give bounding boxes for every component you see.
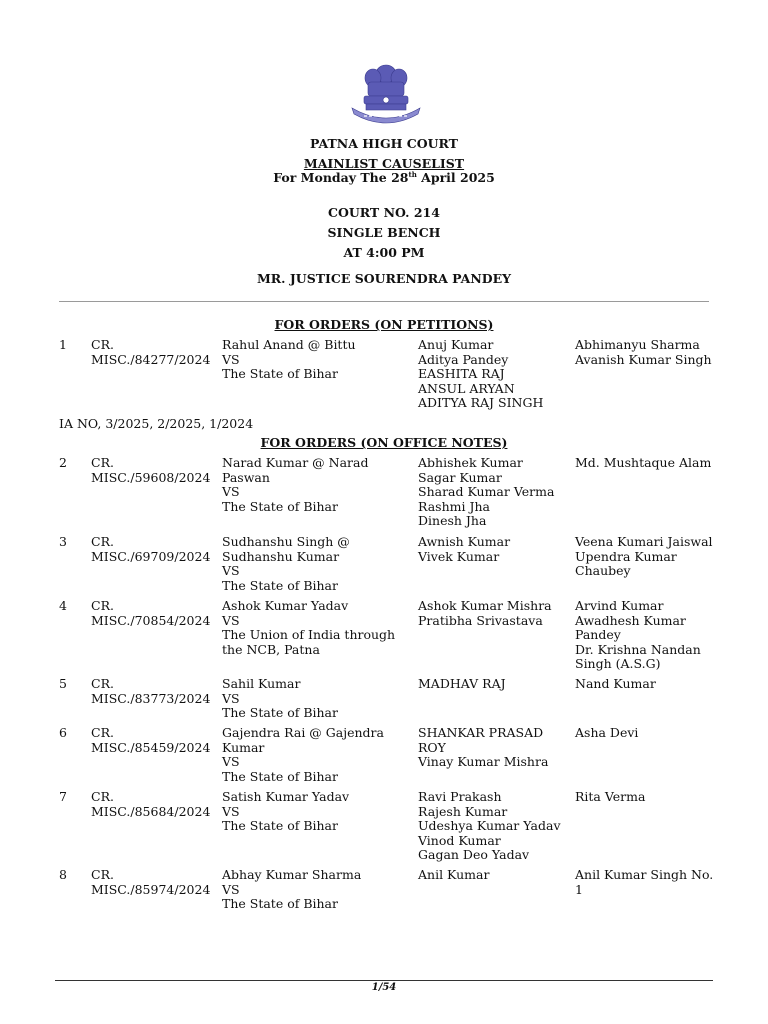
parties-line: Ashok Kumar Yadav bbox=[222, 598, 349, 613]
parties-line: VS bbox=[222, 754, 240, 770]
parties bbox=[222, 726, 402, 784]
serial-number: 4 bbox=[59, 598, 67, 613]
petitioner-advocates bbox=[418, 535, 568, 564]
sitting-time: AT 4:00 PM bbox=[343, 245, 425, 260]
petitioner-advocates-line: Anuj Kumar bbox=[418, 337, 494, 352]
parties bbox=[222, 868, 402, 912]
petitioner-advocates-line: ANSUL ARYAN bbox=[418, 380, 515, 396]
respondent-advocates-line: Nand Kumar bbox=[575, 676, 656, 691]
hearing-date: For Monday The 28th April 2025 bbox=[273, 170, 495, 186]
respondent-advocates bbox=[575, 535, 715, 579]
state-emblem-icon bbox=[346, 60, 426, 128]
case-number bbox=[91, 338, 216, 367]
case-number-line: CR. bbox=[91, 725, 114, 740]
parties-line: Abhay Kumar Sharma bbox=[222, 867, 362, 882]
petitioner-advocates-line: Ashok Kumar Mishra bbox=[418, 598, 552, 613]
parties bbox=[222, 599, 402, 657]
serial-number: 5 bbox=[59, 676, 67, 691]
respondent-advocates-line: Singh (A.S.G) bbox=[575, 656, 661, 672]
petitioner-advocates bbox=[418, 868, 568, 883]
parties-line: Gajendra Rai @ Gajendra bbox=[222, 725, 384, 740]
section-heading: FOR ORDERS (ON OFFICE NOTES) bbox=[260, 435, 508, 450]
serial-number: 3 bbox=[59, 534, 67, 549]
parties-line: Satish Kumar Yadav bbox=[222, 789, 350, 804]
serial-number: 7 bbox=[59, 789, 67, 804]
petitioner-advocates-line: Gagan Deo Yadav bbox=[418, 847, 530, 863]
court-number: COURT NO. 214 bbox=[328, 205, 440, 220]
respondent-advocates-line: Anil Kumar Singh No. bbox=[575, 867, 714, 882]
respondent-advocates-line: Awadhesh Kumar bbox=[575, 612, 686, 628]
case-number-line: CR. bbox=[91, 455, 114, 470]
petitioner-advocates-line: Awnish Kumar bbox=[418, 534, 511, 549]
parties-line: The State of Bihar bbox=[222, 818, 338, 834]
parties-line: Narad Kumar @ Narad bbox=[222, 455, 369, 470]
bench-type: SINGLE BENCH bbox=[327, 225, 441, 240]
petitioner-advocates-line: MADHAV RAJ bbox=[418, 676, 506, 691]
respondent-advocates-line: Md. Mushtaque Alam bbox=[575, 455, 712, 470]
case-number bbox=[91, 456, 216, 485]
parties-line: VS bbox=[222, 612, 240, 628]
case-number-line: CR. bbox=[91, 789, 114, 804]
case-number bbox=[91, 599, 216, 628]
petitioner-advocates-line: Rashmi Jha bbox=[418, 498, 490, 514]
parties-line: The State of Bihar bbox=[222, 366, 338, 382]
petitioner-advocates bbox=[418, 790, 568, 863]
respondent-advocates bbox=[575, 790, 715, 805]
petitioner-advocates-line: ADITYA RAJ SINGH bbox=[418, 395, 544, 411]
respondent-advocates-line: 1 bbox=[575, 881, 583, 897]
petitioner-advocates bbox=[418, 677, 568, 692]
respondent-advocates-line: Asha Devi bbox=[575, 725, 639, 740]
respondent-advocates-line: Chaubey bbox=[575, 563, 631, 579]
petitioner-advocates-line: Vivek Kumar bbox=[418, 548, 500, 564]
petitioner-advocates-line: Vinay Kumar Mishra bbox=[418, 754, 549, 770]
parties-line: Paswan bbox=[222, 469, 270, 485]
respondent-advocates-line: Upendra Kumar bbox=[575, 548, 677, 564]
case-number bbox=[91, 726, 216, 755]
petitioner-advocates-line: Udeshya Kumar Yadav bbox=[418, 818, 561, 834]
parties-line: Rahul Anand @ Bittu bbox=[222, 337, 356, 352]
case-number-line: CR. bbox=[91, 676, 114, 691]
respondent-advocates-line: Avanish Kumar Singh bbox=[575, 351, 712, 367]
petitioner-advocates bbox=[418, 726, 568, 770]
case-number-line: MISC./85974/2024 bbox=[91, 881, 211, 897]
parties bbox=[222, 790, 402, 834]
petitioner-advocates bbox=[418, 456, 568, 529]
respondent-advocates-line: Dr. Krishna Nandan bbox=[575, 641, 701, 657]
respondent-advocates-line: Arvind Kumar bbox=[575, 598, 664, 613]
serial-number: 8 bbox=[59, 867, 67, 882]
serial-number: 1 bbox=[59, 337, 67, 352]
parties bbox=[222, 535, 402, 593]
petitioner-advocates-line: Aditya Pandey bbox=[418, 351, 509, 367]
ia-note: IA NO, 3/2025, 2/2025, 1/2024 bbox=[59, 416, 254, 431]
petitioner-advocates bbox=[418, 338, 568, 411]
header-divider bbox=[59, 301, 709, 302]
respondent-advocates bbox=[575, 599, 715, 672]
case-number-line: MISC./83773/2024 bbox=[91, 690, 211, 706]
case-number-line: CR. bbox=[91, 867, 114, 882]
parties-line: The State of Bihar bbox=[222, 498, 338, 514]
case-number bbox=[91, 535, 216, 564]
parties-line: VS bbox=[222, 690, 240, 706]
respondent-advocates-line: Veena Kumari Jaiswal bbox=[575, 534, 713, 549]
respondent-advocates bbox=[575, 868, 715, 897]
judge-name: MR. JUSTICE SOURENDRA PANDEY bbox=[256, 271, 512, 286]
page-number: 1/54 bbox=[371, 982, 397, 993]
footer-divider bbox=[55, 980, 713, 981]
petitioner-advocates-line: Sagar Kumar bbox=[418, 469, 502, 485]
petitioner-advocates-line: Sharad Kumar Verma bbox=[418, 484, 555, 500]
parties bbox=[222, 338, 402, 382]
respondent-advocates bbox=[575, 677, 715, 692]
case-number-line: MISC./85684/2024 bbox=[91, 803, 211, 819]
case-number-line: CR. bbox=[91, 534, 114, 549]
petitioner-advocates-line: SHANKAR PRASAD bbox=[418, 725, 544, 740]
parties-line: VS bbox=[222, 881, 240, 897]
parties-line: Kumar bbox=[222, 739, 265, 755]
parties-line: VS bbox=[222, 484, 240, 500]
respondent-advocates bbox=[575, 726, 715, 741]
parties-line: Sudhanshu Singh @ bbox=[222, 534, 350, 549]
case-number-line: MISC./70854/2024 bbox=[91, 612, 211, 628]
case-number bbox=[91, 677, 216, 706]
parties bbox=[222, 677, 402, 721]
petitioner-advocates bbox=[418, 599, 568, 628]
parties-line: Sudhanshu Kumar bbox=[222, 548, 340, 564]
petitioner-advocates-line: Abhishek Kumar bbox=[418, 455, 523, 470]
case-number-line: CR. bbox=[91, 598, 114, 613]
respondent-advocates-line: Rita Verma bbox=[575, 789, 646, 804]
parties-line: The State of Bihar bbox=[222, 577, 338, 593]
petitioner-advocates-line: Anil Kumar bbox=[418, 867, 490, 882]
parties bbox=[222, 456, 402, 514]
respondent-advocates-line: Pandey bbox=[575, 627, 621, 643]
case-number bbox=[91, 790, 216, 819]
petitioner-advocates-line: Rajesh Kumar bbox=[418, 803, 508, 819]
petitioner-advocates-line: Pratibha Srivastava bbox=[418, 612, 543, 628]
serial-number: 6 bbox=[59, 725, 67, 740]
parties-line: VS bbox=[222, 563, 240, 579]
respondent-advocates-line: Abhimanyu Sharma bbox=[575, 337, 700, 352]
parties-line: The State of Bihar bbox=[222, 768, 338, 784]
case-number-line: MISC./69709/2024 bbox=[91, 548, 211, 564]
parties-line: The State of Bihar bbox=[222, 705, 338, 721]
case-number-line: MISC./84277/2024 bbox=[91, 351, 211, 367]
parties-line: Sahil Kumar bbox=[222, 676, 301, 691]
case-number-line: MISC./85459/2024 bbox=[91, 739, 211, 755]
list-type: MAINLIST CAUSELIST bbox=[303, 156, 465, 171]
parties-line: The State of Bihar bbox=[222, 896, 338, 912]
case-number bbox=[91, 868, 216, 897]
petitioner-advocates-line: ROY bbox=[418, 739, 446, 755]
petitioner-advocates-line: Ravi Prakash bbox=[418, 789, 502, 804]
parties-line: VS bbox=[222, 351, 240, 367]
respondent-advocates bbox=[575, 338, 715, 367]
parties-line: The Union of India through bbox=[222, 627, 396, 643]
section-heading: FOR ORDERS (ON PETITIONS) bbox=[274, 317, 494, 332]
parties-line: VS bbox=[222, 803, 240, 819]
petitioner-advocates-line: EASHITA RAJ bbox=[418, 366, 505, 382]
parties-line: the NCB, Patna bbox=[222, 641, 320, 657]
court-name: PATNA HIGH COURT bbox=[310, 136, 458, 151]
case-number-line: CR. bbox=[91, 337, 114, 352]
petitioner-advocates-line: Vinod Kumar bbox=[418, 832, 501, 848]
petitioner-advocates-line: Dinesh Jha bbox=[418, 513, 487, 529]
case-number-line: MISC./59608/2024 bbox=[91, 469, 211, 485]
serial-number: 2 bbox=[59, 455, 67, 470]
respondent-advocates bbox=[575, 456, 715, 471]
